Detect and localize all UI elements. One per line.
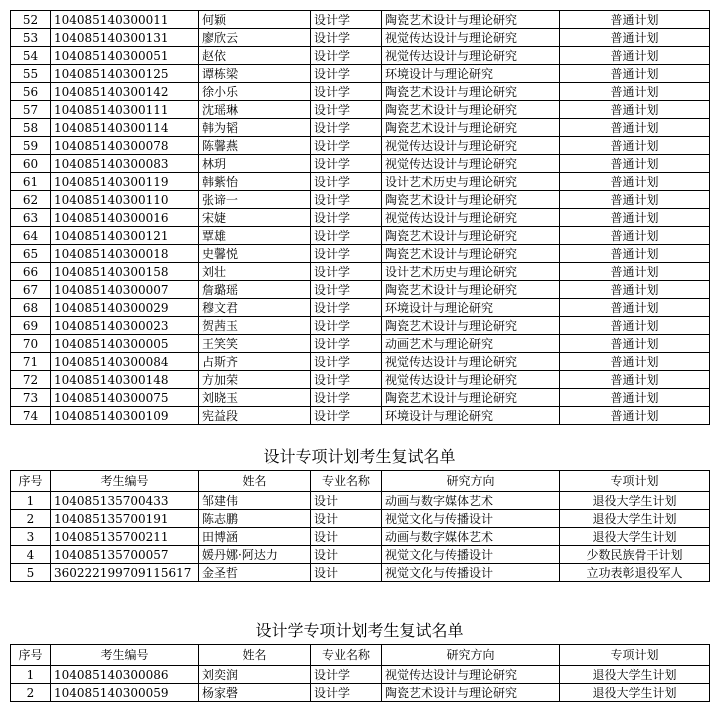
table-row <box>11 666 710 684</box>
cell-candidate-id: 104085140300005 <box>51 335 199 353</box>
cell-candidate-id: 104085140300121 <box>51 227 199 245</box>
cell-direction: 陶瓷艺术设计与理论研究 <box>382 191 560 209</box>
table-row <box>11 353 710 371</box>
cell-major: 设计学 <box>311 389 382 407</box>
cell-direction: 陶瓷艺术设计与理论研究 <box>382 227 560 245</box>
cell-seq-no: 67 <box>11 281 51 299</box>
table-header-row <box>11 471 710 492</box>
table-row <box>11 564 710 582</box>
cell-seq-no: 2 <box>11 510 51 528</box>
cell-plan: 普通计划 <box>560 209 710 227</box>
cell-candidate-id: 104085140300142 <box>51 83 199 101</box>
cell-seq-no: 65 <box>11 245 51 263</box>
cell-major: 设计学 <box>311 83 382 101</box>
cell-name: 贺茜玉 <box>199 317 311 335</box>
table-row <box>11 119 710 137</box>
cell-candidate-id: 104085140300119 <box>51 173 199 191</box>
cell-major: 设计学 <box>311 209 382 227</box>
cell-seq-no: 70 <box>11 335 51 353</box>
cell-name: 覃雄 <box>199 227 311 245</box>
cell-plan: 普通计划 <box>560 137 710 155</box>
table-row <box>11 371 710 389</box>
cell-seq-no: 73 <box>11 389 51 407</box>
header-no: 序号 <box>11 645 51 666</box>
cell-plan: 普通计划 <box>560 29 710 47</box>
cell-candidate-id: 360222199709115617 <box>51 564 199 582</box>
cell-major: 设计学 <box>311 245 382 263</box>
cell-seq-no: 1 <box>11 492 51 510</box>
cell-name: 谭栋梁 <box>199 65 311 83</box>
cell-direction: 环境设计与理论研究 <box>382 407 560 425</box>
cell-major: 设计学 <box>311 317 382 335</box>
cell-direction: 动画与数字媒体艺术 <box>382 528 560 546</box>
cell-direction: 视觉文化与传播设计 <box>382 564 560 582</box>
cell-major: 设计学 <box>311 299 382 317</box>
cell-direction: 视觉传达设计与理论研究 <box>382 47 560 65</box>
cell-major: 设计学 <box>311 29 382 47</box>
cell-name: 方加荣 <box>199 371 311 389</box>
table-row <box>11 137 710 155</box>
cell-major: 设计学 <box>311 47 382 65</box>
table-header-row <box>11 645 710 666</box>
cell-plan: 普通计划 <box>560 11 710 29</box>
cell-seq-no: 2 <box>11 684 51 702</box>
cell-name: 宋婕 <box>199 209 311 227</box>
cell-plan: 普通计划 <box>560 263 710 281</box>
cell-name: 刘奕润 <box>199 666 311 684</box>
table-row <box>11 281 710 299</box>
cell-name: 刘壮 <box>199 263 311 281</box>
table-row <box>11 11 710 29</box>
cell-name: 田博涵 <box>199 528 311 546</box>
cell-major: 设计学 <box>311 684 382 702</box>
cell-direction: 动画艺术与理论研究 <box>382 335 560 353</box>
table-row <box>11 546 710 564</box>
cell-plan: 普通计划 <box>560 245 710 263</box>
cell-name: 杨家磬 <box>199 684 311 702</box>
main-table-body <box>11 11 710 425</box>
cell-seq-no: 3 <box>11 528 51 546</box>
cell-seq-no: 56 <box>11 83 51 101</box>
table-row <box>11 263 710 281</box>
cell-candidate-id: 104085140300084 <box>51 353 199 371</box>
cell-plan: 退役大学生计划 <box>560 666 710 684</box>
cell-direction: 设计艺术历史与理论研究 <box>382 173 560 191</box>
cell-name: 廖欣云 <box>199 29 311 47</box>
section3-table-body <box>11 666 710 702</box>
cell-seq-no: 58 <box>11 119 51 137</box>
cell-seq-no: 4 <box>11 546 51 564</box>
cell-name: 宪益段 <box>199 407 311 425</box>
table-row <box>11 47 710 65</box>
cell-seq-no: 57 <box>11 101 51 119</box>
cell-plan: 退役大学生计划 <box>560 492 710 510</box>
header-id: 考生编号 <box>51 645 199 666</box>
cell-name: 刘晓玉 <box>199 389 311 407</box>
cell-seq-no: 53 <box>11 29 51 47</box>
header-major: 专业名称 <box>311 471 382 492</box>
header-no: 序号 <box>11 471 51 492</box>
cell-candidate-id: 104085140300011 <box>51 11 199 29</box>
cell-candidate-id: 104085140300114 <box>51 119 199 137</box>
cell-plan: 普通计划 <box>560 119 710 137</box>
cell-candidate-id: 104085140300083 <box>51 155 199 173</box>
cell-direction: 视觉传达设计与理论研究 <box>382 353 560 371</box>
table-row <box>11 407 710 425</box>
table-row <box>11 101 710 119</box>
cell-direction: 环境设计与理论研究 <box>382 299 560 317</box>
cell-candidate-id: 104085140300086 <box>51 666 199 684</box>
header-plan: 专项计划 <box>560 645 710 666</box>
cell-plan: 普通计划 <box>560 173 710 191</box>
cell-direction: 视觉传达设计与理论研究 <box>382 209 560 227</box>
table-row <box>11 245 710 263</box>
cell-major: 设计学 <box>311 335 382 353</box>
table-row <box>11 335 710 353</box>
cell-plan: 普通计划 <box>560 227 710 245</box>
cell-major: 设计学 <box>311 101 382 119</box>
cell-major: 设计学 <box>311 281 382 299</box>
cell-candidate-id: 104085135700057 <box>51 546 199 564</box>
cell-plan: 少数民族骨干计划 <box>560 546 710 564</box>
cell-major: 设计学 <box>311 371 382 389</box>
cell-candidate-id: 104085140300029 <box>51 299 199 317</box>
cell-name: 穆文君 <box>199 299 311 317</box>
cell-direction: 陶瓷艺术设计与理论研究 <box>382 389 560 407</box>
cell-name: 占斯齐 <box>199 353 311 371</box>
cell-major: 设计 <box>311 510 382 528</box>
section2-title: 设计专项计划考生复试名单 <box>263 447 456 466</box>
cell-candidate-id: 104085140300111 <box>51 101 199 119</box>
cell-seq-no: 61 <box>11 173 51 191</box>
cell-seq-no: 66 <box>11 263 51 281</box>
cell-seq-no: 55 <box>11 65 51 83</box>
cell-major: 设计学 <box>311 227 382 245</box>
header-plan: 专项计划 <box>560 471 710 492</box>
table-row <box>11 155 710 173</box>
cell-major: 设计学 <box>311 65 382 83</box>
table-row <box>11 492 710 510</box>
cell-major: 设计学 <box>311 353 382 371</box>
cell-name: 韩为韬 <box>199 119 311 137</box>
header-direction: 研究方向 <box>382 471 560 492</box>
cell-candidate-id: 104085140300078 <box>51 137 199 155</box>
table-row <box>11 29 710 47</box>
cell-plan: 普通计划 <box>560 47 710 65</box>
cell-plan: 退役大学生计划 <box>560 528 710 546</box>
cell-major: 设计 <box>311 564 382 582</box>
table-row <box>11 173 710 191</box>
cell-major: 设计 <box>311 546 382 564</box>
cell-candidate-id: 104085140300059 <box>51 684 199 702</box>
design-studies-special-plan-table <box>10 644 710 702</box>
design-special-plan-table <box>10 470 710 582</box>
cell-candidate-id: 104085135700211 <box>51 528 199 546</box>
header-direction: 研究方向 <box>382 645 560 666</box>
cell-plan: 普通计划 <box>560 335 710 353</box>
header-major: 专业名称 <box>311 645 382 666</box>
cell-candidate-id: 104085140300109 <box>51 407 199 425</box>
cell-seq-no: 52 <box>11 11 51 29</box>
cell-name: 媛丹娜·阿达力 <box>199 546 311 564</box>
cell-plan: 普通计划 <box>560 281 710 299</box>
main-candidate-table <box>10 10 710 425</box>
cell-seq-no: 5 <box>11 564 51 582</box>
cell-plan: 普通计划 <box>560 299 710 317</box>
cell-seq-no: 60 <box>11 155 51 173</box>
cell-plan: 普通计划 <box>560 65 710 83</box>
cell-seq-no: 63 <box>11 209 51 227</box>
cell-direction: 视觉传达设计与理论研究 <box>382 29 560 47</box>
cell-name: 金圣哲 <box>199 564 311 582</box>
cell-seq-no: 54 <box>11 47 51 65</box>
table-row <box>11 510 710 528</box>
cell-direction: 视觉文化与传播设计 <box>382 510 560 528</box>
cell-name: 邹建伟 <box>199 492 311 510</box>
cell-name: 何颖 <box>199 11 311 29</box>
cell-direction: 陶瓷艺术设计与理论研究 <box>382 684 560 702</box>
cell-plan: 普通计划 <box>560 389 710 407</box>
cell-name: 陈馨燕 <box>199 137 311 155</box>
cell-name: 詹璐瑶 <box>199 281 311 299</box>
cell-direction: 视觉传达设计与理论研究 <box>382 371 560 389</box>
cell-major: 设计学 <box>311 263 382 281</box>
cell-candidate-id: 104085135700433 <box>51 492 199 510</box>
cell-direction: 陶瓷艺术设计与理论研究 <box>382 11 560 29</box>
cell-major: 设计学 <box>311 137 382 155</box>
cell-candidate-id: 104085140300051 <box>51 47 199 65</box>
table-row <box>11 389 710 407</box>
cell-direction: 陶瓷艺术设计与理论研究 <box>382 119 560 137</box>
cell-candidate-id: 104085140300125 <box>51 65 199 83</box>
cell-candidate-id: 104085140300148 <box>51 371 199 389</box>
cell-direction: 陶瓷艺术设计与理论研究 <box>382 245 560 263</box>
cell-seq-no: 1 <box>11 666 51 684</box>
cell-direction: 动画与数字媒体艺术 <box>382 492 560 510</box>
cell-major: 设计 <box>311 492 382 510</box>
cell-name: 沈瑶琳 <box>199 101 311 119</box>
cell-candidate-id: 104085140300075 <box>51 389 199 407</box>
cell-seq-no: 62 <box>11 191 51 209</box>
cell-direction: 视觉传达设计与理论研究 <box>382 137 560 155</box>
cell-name: 徐小乐 <box>199 83 311 101</box>
cell-direction: 设计艺术历史与理论研究 <box>382 263 560 281</box>
cell-plan: 退役大学生计划 <box>560 510 710 528</box>
cell-candidate-id: 104085140300023 <box>51 317 199 335</box>
table-row <box>11 65 710 83</box>
cell-direction: 陶瓷艺术设计与理论研究 <box>382 281 560 299</box>
cell-direction: 陶瓷艺术设计与理论研究 <box>382 101 560 119</box>
cell-plan: 普通计划 <box>560 101 710 119</box>
cell-candidate-id: 104085135700191 <box>51 510 199 528</box>
cell-name: 林玥 <box>199 155 311 173</box>
table-row <box>11 528 710 546</box>
cell-major: 设计学 <box>311 119 382 137</box>
cell-plan: 退役大学生计划 <box>560 684 710 702</box>
cell-candidate-id: 104085140300016 <box>51 209 199 227</box>
cell-plan: 立功表彰退役军人 <box>560 564 710 582</box>
table-row <box>11 227 710 245</box>
cell-plan: 普通计划 <box>560 317 710 335</box>
table-row <box>11 191 710 209</box>
cell-name: 陈志鹏 <box>199 510 311 528</box>
cell-plan: 普通计划 <box>560 83 710 101</box>
table-row <box>11 317 710 335</box>
cell-candidate-id: 104085140300131 <box>51 29 199 47</box>
cell-seq-no: 68 <box>11 299 51 317</box>
cell-candidate-id: 104085140300018 <box>51 245 199 263</box>
cell-candidate-id: 104085140300110 <box>51 191 199 209</box>
table-row <box>11 209 710 227</box>
cell-seq-no: 74 <box>11 407 51 425</box>
table-row <box>11 83 710 101</box>
cell-plan: 普通计划 <box>560 191 710 209</box>
header-id: 考生编号 <box>51 471 199 492</box>
cell-plan: 普通计划 <box>560 371 710 389</box>
cell-direction: 视觉文化与传播设计 <box>382 546 560 564</box>
cell-direction: 陶瓷艺术设计与理论研究 <box>382 83 560 101</box>
table-row <box>11 684 710 702</box>
cell-direction: 视觉传达设计与理论研究 <box>382 155 560 173</box>
cell-candidate-id: 104085140300158 <box>51 263 199 281</box>
header-name: 姓名 <box>199 471 311 492</box>
section3-title: 设计学专项计划考生复试名单 <box>255 621 464 640</box>
cell-plan: 普通计划 <box>560 155 710 173</box>
cell-direction: 视觉传达设计与理论研究 <box>382 666 560 684</box>
cell-major: 设计学 <box>311 173 382 191</box>
cell-name: 韩紫怡 <box>199 173 311 191</box>
cell-name: 张谛一 <box>199 191 311 209</box>
header-name: 姓名 <box>199 645 311 666</box>
cell-name: 赵依 <box>199 47 311 65</box>
cell-direction: 陶瓷艺术设计与理论研究 <box>382 317 560 335</box>
cell-seq-no: 64 <box>11 227 51 245</box>
cell-candidate-id: 104085140300007 <box>51 281 199 299</box>
cell-seq-no: 71 <box>11 353 51 371</box>
table-row <box>11 299 710 317</box>
cell-major: 设计学 <box>311 11 382 29</box>
cell-major: 设计学 <box>311 666 382 684</box>
cell-major: 设计学 <box>311 191 382 209</box>
cell-major: 设计学 <box>311 155 382 173</box>
cell-name: 王笑笑 <box>199 335 311 353</box>
cell-plan: 普通计划 <box>560 353 710 371</box>
cell-major: 设计学 <box>311 407 382 425</box>
cell-seq-no: 72 <box>11 371 51 389</box>
cell-direction: 环境设计与理论研究 <box>382 65 560 83</box>
section2-table-body <box>11 492 710 582</box>
cell-name: 史馨悦 <box>199 245 311 263</box>
cell-seq-no: 59 <box>11 137 51 155</box>
cell-major: 设计 <box>311 528 382 546</box>
cell-plan: 普通计划 <box>560 407 710 425</box>
cell-seq-no: 69 <box>11 317 51 335</box>
